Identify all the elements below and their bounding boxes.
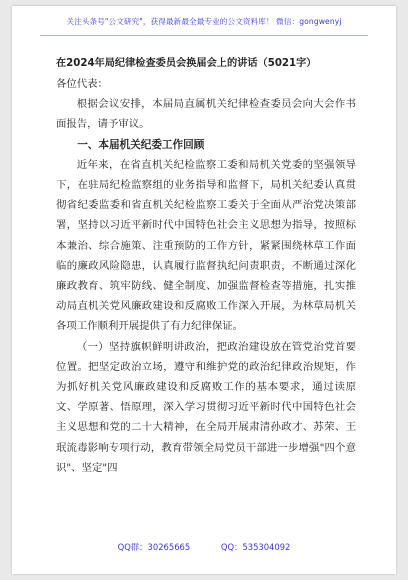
document-title: 在2024年局纪律检查委员会换届会上的讲话（5021字）	[56, 58, 317, 69]
section-heading: 一、本届机关纪委工作回顾	[77, 138, 205, 151]
document-page	[12, 6, 396, 574]
footer-contact	[12, 541, 396, 553]
salutation: 各位代表：	[56, 78, 108, 90]
intro-paragraph: 根据会议安排，本届局直属机关纪律检查委员会向大会作书面报告，请予审议。	[56, 98, 356, 131]
footer-qq-group: QQ群：30265665	[117, 542, 191, 552]
header-note: 关注头条号"公文研究"，获得最新最全最专业的公文资料库！ 微信：gongwenyj	[66, 17, 342, 26]
footer-qq: QQ：535304092	[220, 542, 291, 552]
body-paragraph: 近年来，在省直机关纪检监察工委和局机关党委的坚强领导下，在驻局纪检监察组的业务指导和监督下，局机关纪委认真贯彻省纪委监委和省直机关纪检监察工委关于全面从严治党决策部署，坚持以习近平新时代中国特色社会主义思想为指导，按照标本兼治、综合施策、注重预防的工作方针，紧紧围绕林草工作面临的廉政风险隐患，认真履行监督执纪问责职责，不断通过深化廉政教育、筑牢防线、健全制度、加强监督检查等措施，扎实推动局直机关党风廉政建设和反腐败工作深入开展，为林草局机关各项工作顺利开展提供了有力纪律保证。	[56, 158, 356, 333]
header-divider	[40, 35, 368, 36]
body-paragraph: （一）坚持旗帜鲜明讲政治，把政治建设放在管党治党首要位置。把坚定政治立场，遵守和维护党的政治纪律政治规矩，作为抓好机关党风廉政建设和反腐败工作的基本要求，通过读原文、学原著、悟原理，深入学习贯彻习近平新时代中国特色社会主义思想和党的二十大精神，在全局开展肃清孙政才、苏荣、王珉流毒影响专项行动，教育带领全局党员干部进一步增强"四个意识"、坚定"四	[56, 340, 356, 474]
document-body	[56, 54, 356, 478]
